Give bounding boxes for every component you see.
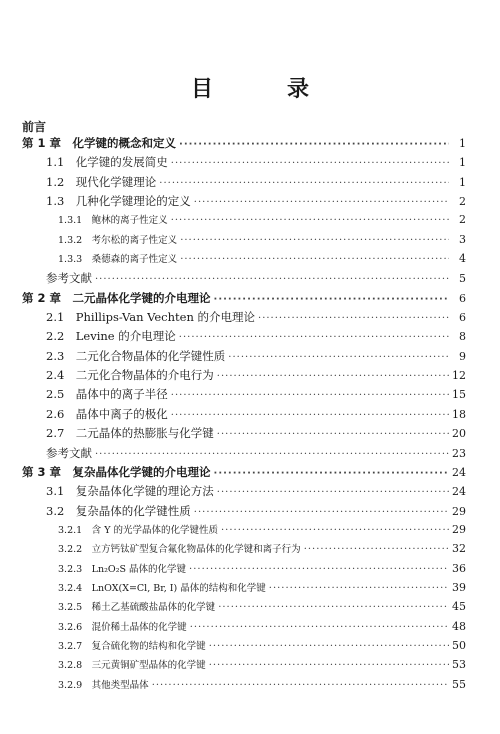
- toc-entry-title: 1.2 现代化学键理论: [46, 174, 157, 189]
- toc-section-entry[interactable]: [0, 503, 500, 522]
- toc-page-number: 1: [459, 156, 466, 170]
- toc-leader-dots: [228, 352, 449, 363]
- toc-page-number: 5: [459, 272, 466, 286]
- toc-entry-title: 2.5 晶体中的离子半径: [46, 387, 168, 402]
- toc-page-number: 3: [459, 232, 466, 246]
- toc-leader-dots: [171, 158, 449, 169]
- toc-leader-dots: [189, 564, 449, 575]
- toc-leader-dots: [95, 449, 449, 460]
- toc-leader-dots: [179, 332, 449, 343]
- toc-entry-title: 第 3 章 复杂晶体化学键的介电理论: [22, 464, 211, 479]
- toc-entry-title: 3.2.9 其他类型晶体: [58, 679, 149, 691]
- page-title: 目 录: [190, 77, 335, 102]
- toc-section-entry[interactable]: [0, 483, 500, 502]
- toc-page-number: 45: [452, 600, 466, 614]
- toc-page-number: 6: [459, 311, 466, 325]
- toc-section-entry[interactable]: [0, 445, 500, 464]
- toc-leader-dots: [190, 622, 449, 633]
- toc-leader-dots: [95, 274, 449, 285]
- toc-leader-dots: [171, 410, 449, 421]
- toc-leader-dots: [171, 215, 449, 226]
- toc-leader-dots: [209, 660, 449, 671]
- toc-leader-dots: [217, 371, 449, 382]
- toc-subsection-entry[interactable]: [0, 638, 500, 657]
- toc-leader-dots: [258, 313, 449, 324]
- toc-section-entry[interactable]: [0, 309, 500, 328]
- toc-page-number: 8: [459, 330, 466, 344]
- toc-entry-title: 3.2.3 Ln₂O₂S 晶体的化学键: [58, 563, 187, 575]
- toc-subsection-entry[interactable]: [0, 541, 500, 560]
- toc-entry-title: 参考文献: [46, 445, 92, 460]
- toc-page-number: 2: [459, 213, 466, 227]
- toc-entry-title: 3.2.8 三元黄铜矿型晶体的化学键: [58, 660, 206, 672]
- toc-subsection-entry[interactable]: [0, 580, 500, 599]
- toc-subsection-entry[interactable]: [0, 657, 500, 676]
- toc-page-number: 29: [452, 522, 466, 536]
- toc-section-entry[interactable]: [0, 406, 500, 425]
- toc-subsection-entry[interactable]: [0, 561, 500, 580]
- toc-leader-dots: [304, 544, 449, 555]
- toc-section-entry[interactable]: [0, 386, 500, 405]
- toc-page-number: 1: [459, 175, 466, 189]
- toc-subsection-entry[interactable]: [0, 619, 500, 638]
- toc-leader-dots: [214, 294, 449, 305]
- toc-leader-dots: [152, 680, 449, 691]
- toc-entry-title: 第 2 章 二元晶体化学键的介电理论: [22, 290, 211, 305]
- toc-page-number: 32: [452, 542, 466, 556]
- toc-entry-title: 3.1 复杂晶体化学键的理论方法: [46, 484, 214, 499]
- toc-subsection-entry[interactable]: [0, 677, 500, 696]
- toc-leader-dots: [217, 487, 449, 498]
- toc-page-number: 12: [452, 369, 466, 383]
- toc-leader-dots: [269, 583, 449, 594]
- toc-leader-dots: [194, 507, 449, 518]
- toc-entry-title: 3.2.2 立方钙钛矿型复合氟化物晶体的化学键和离子行为: [58, 544, 301, 556]
- toc-page-number: 4: [459, 252, 466, 266]
- toc-entry-title: 第 1 章 化学键的概念和定义: [22, 136, 177, 150]
- toc-subsection-entry[interactable]: [0, 251, 500, 270]
- toc-page-number: 48: [452, 619, 466, 633]
- toc-page-number: 24: [452, 465, 466, 479]
- toc-leader-dots: [180, 235, 449, 246]
- toc-page-number: 50: [452, 638, 466, 652]
- toc-leader-dots: [171, 390, 449, 401]
- toc-page-number: 29: [452, 504, 466, 518]
- toc-section-entry[interactable]: [0, 154, 500, 173]
- toc-section-entry[interactable]: [0, 270, 500, 289]
- toc-chapter-entry[interactable]: [0, 290, 500, 309]
- toc-leader-dots: [218, 602, 449, 613]
- toc-section-entry[interactable]: [0, 425, 500, 444]
- toc-page-number: 18: [452, 407, 466, 421]
- table-of-contents: [0, 135, 500, 696]
- toc-page-number: 36: [452, 561, 466, 575]
- toc-entry-title: 1.3.2 考尔松的离子性定义: [58, 234, 178, 246]
- toc-section-entry[interactable]: [0, 328, 500, 347]
- preface-entry[interactable]: 前言: [22, 120, 47, 134]
- toc-page-number: 53: [452, 658, 466, 672]
- toc-subsection-entry[interactable]: [0, 212, 500, 231]
- toc-entry-title: 1.3 几种化学键理论的定义: [46, 194, 191, 209]
- toc-leader-dots: [217, 429, 449, 440]
- toc-section-entry[interactable]: [0, 193, 500, 212]
- toc-page-number: 1: [459, 137, 466, 150]
- toc-chapter-entry[interactable]: [0, 464, 500, 483]
- toc-entry-title: 3.2.6 混价稀土晶体的化学键: [58, 621, 187, 633]
- toc-leader-dots: [214, 468, 449, 479]
- toc-entry-title: 1.1 化学键的发展简史: [46, 155, 168, 170]
- toc-entry-title: 2.7 二元晶体的热膨胀与化学键: [46, 426, 214, 441]
- toc-entry-title: 参考文献: [46, 271, 92, 286]
- toc-entry-title: 2.1 Phillips-Van Vechten 的介电理论: [46, 310, 256, 325]
- toc-entry-title: 2.2 Levine 的介电理论: [46, 329, 176, 344]
- toc-entry-title: 3.2.7 复合硫化物的结构和化学键: [58, 640, 206, 652]
- toc-page-number: 23: [452, 446, 466, 460]
- toc-entry-title: 3.2 复杂晶体的化学键性质: [46, 503, 191, 518]
- toc-entry-title: 1.3.1 鲍林的离子性定义: [58, 215, 168, 227]
- toc-entry-title: 1.3.3 桑德森的离子性定义: [58, 254, 178, 266]
- toc-page-number: 55: [452, 677, 466, 691]
- toc-page-number: 6: [459, 291, 466, 305]
- toc-subsection-entry[interactable]: [0, 522, 500, 541]
- toc-leader-dots: [194, 197, 449, 208]
- toc-subsection-entry[interactable]: [0, 232, 500, 251]
- toc-entry-title: 2.3 二元化合物晶体的化学键性质: [46, 348, 226, 363]
- toc-section-entry[interactable]: [0, 367, 500, 386]
- toc-leader-dots: [179, 139, 449, 150]
- toc-entry-title: 3.2.4 LnOX(X=Cl, Br, I) 晶体的结构和化学键: [58, 582, 266, 594]
- toc-page-number: 2: [459, 195, 466, 209]
- toc-page-number: 15: [452, 388, 466, 402]
- toc-leader-dots: [209, 641, 449, 652]
- toc-page-number: 24: [452, 485, 466, 499]
- toc-entry-title: 2.6 晶体中离子的极化: [46, 406, 168, 421]
- toc-subsection-entry[interactable]: [0, 599, 500, 618]
- toc-entry-title: 3.2.5 稀土乙基硫酸盐晶体的化学键: [58, 602, 216, 614]
- toc-page-number: 39: [452, 580, 466, 594]
- toc-page-number: 9: [459, 349, 466, 363]
- toc-page-number: 20: [452, 427, 466, 441]
- toc-entry-title: 2.4 二元化合物晶体的介电行为: [46, 368, 214, 383]
- toc-entry-title: 3.2.1 含 Y 的光学晶体的化学键性质: [58, 524, 218, 536]
- toc-leader-dots: [221, 525, 449, 536]
- toc-chapter-entry[interactable]: [0, 135, 500, 154]
- toc-section-entry[interactable]: [0, 348, 500, 367]
- toc-leader-dots: [180, 254, 449, 265]
- toc-leader-dots: [159, 178, 449, 189]
- toc-section-entry[interactable]: [0, 174, 500, 193]
